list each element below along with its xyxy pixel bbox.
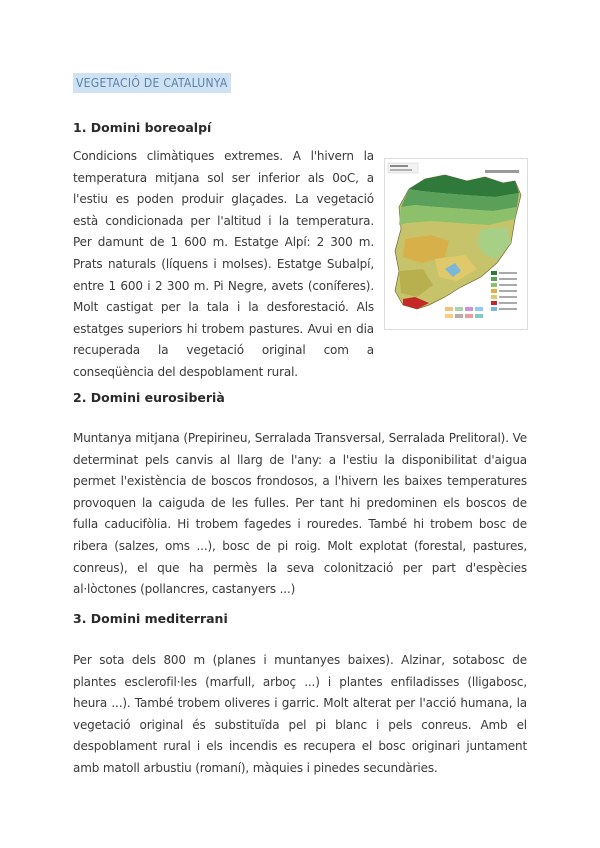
section-text-mediterrani: Per sota dels 800 m (planes i muntanyes baixes). Alzinar, sotabosc de plantes esclerofil·les (marfull, arboç ...) i plantes enfiladisses (lligabosc, heura ...). També trobem oliveres i garric. Molt alterat per l'acció humana, la vegetació original és substituïda pel pi blanc i pels conreus. Amb el despoblament rural i els incendis es recupera el bosc originari juntament amb matoll arbustiu (romaní), màquies i pinedes secundàries.	[73, 653, 527, 775]
page-title: VEGETACIÓ DE CATALUNYA	[73, 73, 231, 93]
section-text-boreoalpi: Condicions climàtiques extremes. A l'hivern la temperatura mitjana sol ser inferior als 0oC, a l'estiu es poden produir glaçades. La vegetació està condicionada per l'altitud i la temperatura. Per damunt de 1 600 m. Estatge Alpí: 2 300 m. Prats naturals (líquens i molses). Estatge Subalpí, entre 1 600 i 2 300 m. Pi Negre, avets (coníferes). Molt castigat per la tala i la desforestació. Als estatges superiors hi trobem pastures. Avui en dia recuperada la vegetació original com a conseqüència del despoblament rural.	[73, 149, 374, 379]
vegetation-map-image	[384, 158, 528, 330]
section-heading-eurosiberia: 2. Domini eurosiberià	[73, 390, 225, 405]
section-heading-mediterrani: 3. Domini mediterrani	[73, 611, 228, 626]
section-text-eurosiberia: Muntanya mitjana (Prepirineu, Serralada Transversal, Serralada Prelitoral). Ve determinat pels canvis al llarg de l'any: a l'estiu la disponibilitat d'aigua permet l'existència de boscos frondosos, a l'hivern les baixes temperatures provoquen la caiguda de les fulles. Per tant hi predominen els boscos de fulla caducifòlia. Hi trobem fagedes i rouredes. També hi trobem bosc de ribera (salzes, oms ...), bosc de pi roig. Molt explotat (forestal, pastures, conreus), el que ha permès la seva colonització per part d'espècies al·lòctones (pollancres, castanyers ...)	[73, 431, 527, 597]
section-heading-boreoalpi: 1. Domini boreoalpí	[73, 120, 212, 135]
catalonia-map-illustration	[385, 159, 527, 329]
